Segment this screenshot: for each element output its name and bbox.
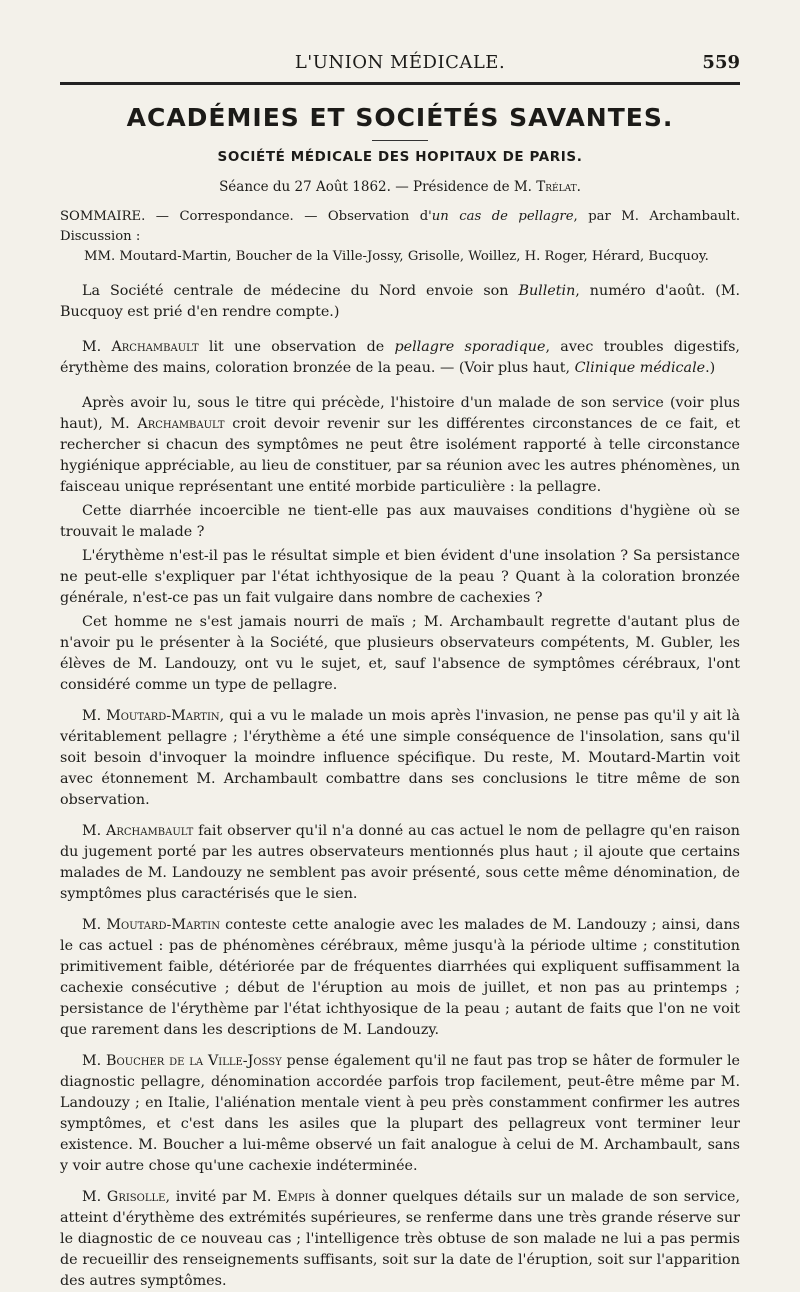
- paragraph-moutard-martin-2: [60, 915, 740, 1041]
- paragraph-text: à donner quelques détails sur un malade de son service, atteint d'érythème des extrémités supérieures, se renferme dans une très grande réserve sur le diagnostic de ce nouveau cas ; l'intelligence très obtuse de son malade ne lui a pas permis de recueillir des renseignements suffisants, soit sur la date de l'éruption, soit sur l'apparition des autres symptômes.: [60, 1189, 741, 1289]
- summary-label: SOMMAIRE.: [60, 209, 146, 224]
- speaker-name: M. Moutard-Martin: [82, 917, 220, 933]
- session-line: [60, 179, 740, 195]
- paragraph-archambault-reading: [60, 337, 740, 379]
- paragraph-text: croit devoir revenir sur les différentes circonstances de ce fait, et rechercher si chacun des symptômes ne peut être isolément rapporté à telle circonstance hygiénique appréciable, au lieu de constituer, par sa réunion avec les autres phénomènes, un faisceau unique représentant une entité morbide particulière : la pellagre.: [60, 416, 740, 495]
- session-president: Trélat: [536, 179, 577, 195]
- paragraph-italic: pellagre sporadique: [394, 339, 546, 355]
- paragraph-erythema: L'érythème n'est-il pas le résultat simple et bien évident d'une insolation ? Sa persistance ne peut-elle s'expliquer par l'état ichthyosique de la peau ? Quant à la coloration bronzée générale, n'est-ce pas un fait vulgaire dans nombre de cachexies ?: [60, 548, 740, 606]
- summary-line-2: MM. Moutard-Martin, Boucher de la Ville-Jossy, Grisolle, Woillez, H. Roger, Hérard, Bucquoy.: [84, 249, 709, 264]
- paragraph-maize: Cet homme ne s'est jamais nourri de maïs ; M. Archambault regrette d'autant plus de n'avoir pu le présenter à la Société, que plusieurs observateurs compétents, M. Gubler, les élèves de M. Landouzy, ont vu le sujet, et, sauf l'absence de symptômes cérébraux, l'ont considéré comme un type de pellagre.: [60, 614, 740, 693]
- paragraph-text: , invité par: [165, 1189, 253, 1205]
- speaker-name: M. Boucher de la Ville-Jossy: [82, 1053, 282, 1069]
- title-divider: [372, 140, 428, 141]
- summary-text-2: , par M. Archambault. Discussion :: [60, 209, 741, 244]
- speaker-name: M. Empis: [252, 1189, 316, 1205]
- speaker-name: M. Archambault: [82, 339, 199, 355]
- paragraph-italic: Clinique médicale: [574, 360, 706, 376]
- summary-text-1: — Correspondance. — Observation d': [145, 209, 432, 224]
- paragraph-text: , qui a vu le malade un mois après l'invasion, ne pense pas qu'il y ait là véritablement pellagre ; l'érythème a été une simple conséquence de l'insolation, sans qu'il soit besoin d'invoquer la moindre influence spécifique. Du reste, M. Moutard-Martin voit avec étonnement M. Archambault combattre dans ses conclusions le titre même de son observation.: [60, 708, 740, 808]
- paragraph-text: conteste cette analogie avec les malades de M. Landouzy ; ainsi, dans le cas actuel : pas de phénomènes cérébraux, même jusqu'à la période ultime ; constitution primitivement faible, détériorée par de fréquentes diarrhées qui expliquent suffisamment la cachexie consécutive ; début de l'éruption au mois de juillet, et non pas au printemps ; persistance de l'érythème par l'état ichthyosique de la peau ; autant de faits que l'on ne voit que rarement dans les descriptions de M. Landouzy.: [60, 917, 740, 1038]
- page-number: 559: [702, 52, 740, 73]
- summary-italic: un cas de pellagre: [431, 209, 574, 224]
- paragraph-grisolle: [60, 1187, 740, 1292]
- section-title: ACADÉMIES ET SOCIÉTÉS SAVANTES.: [126, 103, 674, 132]
- paragraph-archambault-reply: [60, 821, 740, 905]
- paragraph-text: fait observer qu'il n'a donné au cas actuel le nom de pellagre qu'en raison du jugement porté par les autres observateurs mentionnés plus haut ; il ajoute que certains malades de M. Landouzy ne semblent pas avoir présenté, sous cette même dénomination, de symptômes plus caractérisés que le sien.: [60, 823, 740, 902]
- session-suffix: .: [576, 179, 581, 195]
- summary-line-1: [60, 207, 740, 247]
- paragraph-correspondence: [60, 281, 740, 323]
- article-body: [60, 281, 740, 1292]
- speaker-name: M. Grisolle: [82, 1189, 166, 1205]
- journal-title: L'UNION MÉDICALE.: [294, 52, 506, 73]
- summary-block: [60, 207, 740, 267]
- paragraph-moutard-martin-1: [60, 706, 740, 811]
- paragraph-text: pense également qu'il ne faut pas trop se hâter de formuler le diagnostic pellagre, dénomination accordée parfois trop facilement, peut-être même par M. Landouzy ; en Italie, l'aliénation mentale vient à peu près constamment confirmer les autres symptômes, et c'est dans les asiles que la plupart des pellagreux vont terminer leur existence. M. Boucher a lui-même observé un fait analogue à celui de M. Archambault, sans y voir autre chose qu'une cachexie indéterminée.: [60, 1053, 740, 1174]
- speaker-name: M. Archambault: [110, 416, 225, 432]
- journal-page: [60, 48, 740, 1292]
- paragraph-boucher: [60, 1051, 740, 1177]
- paragraph-text: .): [705, 360, 716, 376]
- running-header: [60, 48, 740, 85]
- paragraph-text: La Société centrale de médecine du Nord envoie son: [82, 283, 519, 299]
- paragraph-text: lit une observation de: [198, 339, 395, 355]
- session-prefix: Séance du 27 Août 1862. — Présidence de M.: [219, 179, 537, 195]
- paragraph-text: Après avoir lu, sous le titre qui précède, l'histoire d'un malade de son service (voir plus haut),: [60, 395, 740, 432]
- paragraph-archambault-commentary: [60, 393, 740, 498]
- paragraph-italic: Bulletin: [518, 283, 576, 299]
- paragraph-diarrhea: Cette diarrhée incoercible ne tient-elle pas aux mauvaises conditions d'hygiène où se trouvait le malade ?: [60, 503, 740, 540]
- speaker-name: M. Archambault: [82, 823, 194, 839]
- speaker-name: M. Moutard-Martin: [82, 708, 220, 724]
- paragraph-text: , avec troubles digestifs, érythème des mains, coloration bronzée de la peau. — (Voir plus haut,: [60, 339, 740, 376]
- society-title: SOCIÉTÉ MÉDICALE DES HOPITAUX DE PARIS.: [217, 149, 583, 165]
- paragraph-text: , numéro d'août. (M. Bucquoy est prié d'en rendre compte.): [60, 283, 741, 320]
